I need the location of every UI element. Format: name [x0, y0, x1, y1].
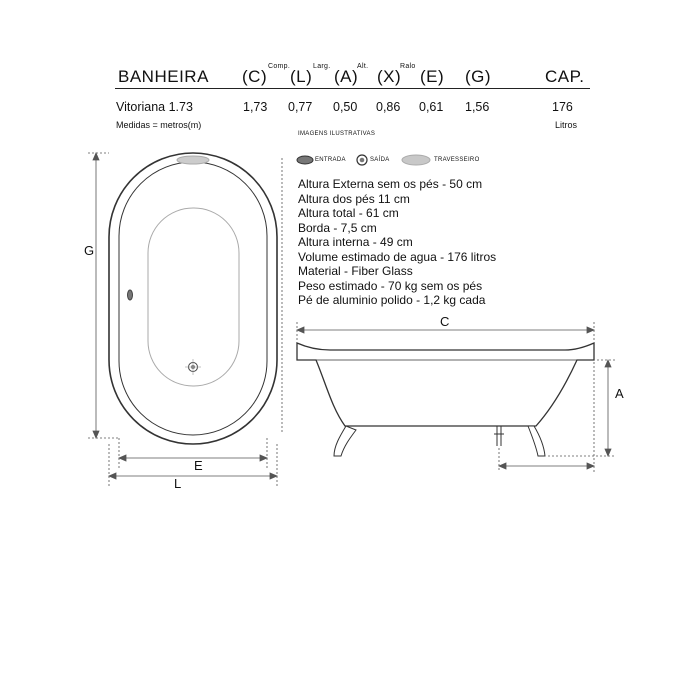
tub-basin — [148, 208, 239, 386]
spec-line: Borda - 7,5 cm — [298, 220, 377, 235]
spec-line: Altura interna - 49 cm — [298, 235, 413, 249]
top-view — [109, 153, 277, 444]
tub-outer-rim — [109, 153, 277, 444]
left-foot — [334, 426, 356, 456]
col-c-header: (C) — [242, 67, 268, 86]
travesseiro-icon — [402, 155, 430, 165]
drain-icon — [185, 359, 201, 375]
model-name: Vitoriana 1.73 — [116, 100, 193, 114]
model-a: 0,50 — [333, 100, 358, 114]
model-g: 1,56 — [465, 100, 490, 114]
top-view-dimensions — [88, 153, 282, 488]
dim-c-label: C — [440, 314, 450, 329]
spec-line: Pé de aluminio polido - 1,2 kg cada — [298, 293, 486, 307]
col-l-sup: Larg. — [313, 63, 331, 70]
cap-unit: Litros — [555, 120, 578, 130]
col-e-header: (E) — [420, 67, 445, 86]
model-x: 0,86 — [376, 100, 401, 114]
dim-e-label: E — [194, 458, 203, 473]
col-c-sup: Comp. — [268, 63, 291, 70]
units-note: Medidas = metros(m) — [116, 120, 202, 130]
model-c: 1,73 — [243, 100, 268, 114]
legend-travesseiro-label: TRAVESSEIRO — [434, 157, 480, 163]
tub-inner-rim — [119, 162, 267, 435]
col-a-sup: Alt. — [357, 63, 369, 70]
spec-line: Altura total - 61 cm — [298, 206, 399, 220]
spec-line: Altura Externa sem os pés - 50 cm — [298, 177, 483, 191]
col-x-sup: Ralo — [400, 63, 416, 70]
images-note: IMAGENS ILUSTRATIVAS — [298, 131, 376, 137]
col-l-header: (L) — [290, 67, 313, 86]
pillow-icon — [177, 156, 209, 164]
tub-side-body — [297, 343, 594, 426]
spec-line: Volume estimado de agua - 176 litros — [298, 249, 497, 264]
col-g-header: (G) — [465, 67, 492, 86]
overflow-icon — [128, 290, 133, 300]
entrada-icon — [297, 156, 313, 164]
legend-saida-label: SAÍDA — [370, 157, 390, 163]
col-cap-header: CAP. — [545, 67, 585, 86]
model-cap: 176 — [552, 100, 573, 114]
model-e: 0,61 — [419, 100, 444, 114]
side-view — [297, 343, 594, 456]
legend-entrada-label: ENTRADA — [315, 157, 346, 163]
dim-g-label: G — [84, 243, 95, 258]
saida-icon — [357, 155, 367, 165]
spec-line: Altura dos pés 11 cm — [298, 191, 410, 206]
spec-line: Peso estimado - 70 kg sem os pés — [298, 278, 483, 293]
right-foot — [528, 426, 545, 456]
side-drain-icon — [494, 426, 504, 446]
dim-a-label: A — [615, 386, 624, 401]
col-a-header: (A) — [334, 67, 359, 86]
col-x-header: (X) — [377, 67, 402, 86]
spec-line: Material - Fiber Glass — [298, 264, 413, 278]
table-title: BANHEIRA — [118, 67, 209, 86]
dim-l-label: L — [174, 476, 182, 491]
model-l: 0,77 — [288, 100, 313, 114]
